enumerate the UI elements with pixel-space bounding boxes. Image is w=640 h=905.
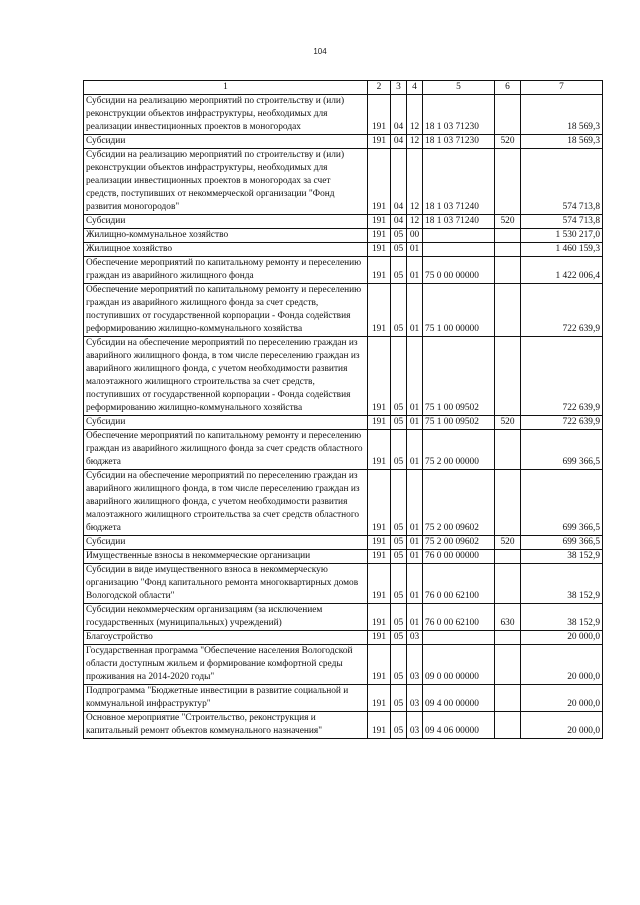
row-code-cell: 191 (368, 430, 391, 470)
row-amount-cell: 574 713,8 (521, 215, 603, 229)
row-expense-type-cell (495, 712, 521, 739)
row-name-cell: Жилищное хозяйство (84, 243, 368, 257)
header-cell: 4 (407, 81, 423, 95)
row-subsection-cell: 01 (407, 257, 423, 284)
table-row (84, 135, 603, 149)
row-code-cell: 191 (368, 229, 391, 243)
row-subsection-cell: 01 (407, 564, 423, 604)
row-section-cell: 05 (391, 470, 407, 536)
row-expense-type-cell: 520 (495, 536, 521, 550)
row-subsection-cell: 00 (407, 229, 423, 243)
row-name-cell: Обеспечение мероприятий по капитальному ремонту и переселению граждан из аварийного жилищного фонда за счет средств, поступивших от государственной корпорации - Фонда содействия реформированию жилищно-коммунального хозяйства (84, 284, 368, 337)
row-amount-cell: 38 152,9 (521, 564, 603, 604)
table-row (84, 337, 603, 416)
row-code-cell: 191 (368, 645, 391, 685)
row-target-article-cell: 18 1 03 71230 (423, 95, 495, 135)
row-subsection-cell: 12 (407, 149, 423, 215)
table-row (84, 564, 603, 604)
row-amount-cell: 18 569,3 (521, 135, 603, 149)
header-cell: 2 (368, 81, 391, 95)
row-target-article-cell (423, 229, 495, 243)
row-code-cell: 191 (368, 631, 391, 645)
row-target-article-cell: 75 1 00 09502 (423, 337, 495, 416)
row-amount-cell: 722 639,9 (521, 416, 603, 430)
row-name-cell: Основное мероприятие "Строительство, реконструкция и капитальный ремонт объектов коммунального назначения" (84, 712, 368, 739)
row-target-article-cell: 75 2 00 00000 (423, 430, 495, 470)
row-section-cell: 05 (391, 604, 407, 631)
row-expense-type-cell (495, 645, 521, 685)
row-amount-cell: 722 639,9 (521, 284, 603, 337)
row-target-article-cell: 75 0 00 00000 (423, 257, 495, 284)
row-amount-cell: 20 000,0 (521, 631, 603, 645)
row-code-cell: 191 (368, 712, 391, 739)
row-subsection-cell: 01 (407, 604, 423, 631)
table-row (84, 604, 603, 631)
row-code-cell: 191 (368, 536, 391, 550)
row-section-cell: 05 (391, 257, 407, 284)
table-row (84, 149, 603, 215)
row-code-cell: 191 (368, 284, 391, 337)
row-subsection-cell: 01 (407, 470, 423, 536)
row-section-cell: 05 (391, 685, 407, 712)
table-row (84, 631, 603, 645)
row-section-cell: 05 (391, 631, 407, 645)
row-target-article-cell: 75 2 00 09602 (423, 536, 495, 550)
row-amount-cell: 1 530 217,0 (521, 229, 603, 243)
row-name-cell: Субсидии (84, 416, 368, 430)
row-code-cell: 191 (368, 337, 391, 416)
row-amount-cell: 38 152,9 (521, 604, 603, 631)
row-target-article-cell: 76 0 00 62100 (423, 604, 495, 631)
page-number: 104 (313, 47, 327, 56)
header-cell: 6 (495, 81, 521, 95)
row-section-cell: 04 (391, 215, 407, 229)
row-subsection-cell: 01 (407, 550, 423, 564)
table-row (84, 712, 603, 739)
row-subsection-cell: 12 (407, 215, 423, 229)
row-expense-type-cell (495, 243, 521, 257)
row-amount-cell: 574 713,8 (521, 149, 603, 215)
row-target-article-cell: 09 4 06 00000 (423, 712, 495, 739)
row-code-cell: 191 (368, 604, 391, 631)
row-target-article-cell: 09 0 00 00000 (423, 645, 495, 685)
row-subsection-cell: 01 (407, 416, 423, 430)
table-row (84, 645, 603, 685)
row-amount-cell: 38 152,9 (521, 550, 603, 564)
row-amount-cell: 20 000,0 (521, 712, 603, 739)
row-name-cell: Субсидии (84, 536, 368, 550)
row-target-article-cell: 09 4 00 00000 (423, 685, 495, 712)
row-name-cell: Государственная программа "Обеспечение населения Вологодской области доступным жильем и формирование комфортной среды проживания на 2014-2020 годы" (84, 645, 368, 685)
header-cell: 7 (521, 81, 603, 95)
table-row (84, 416, 603, 430)
row-section-cell: 04 (391, 149, 407, 215)
row-name-cell: Субсидии на обеспечение мероприятий по переселению граждан из аварийного жилищного фонда, в том числе переселению граждан из аварийного жилищного фонда, с учетом необходимости развития малоэтажного жилищного строительства за счет средств областного бюджета (84, 470, 368, 536)
row-expense-type-cell: 520 (495, 416, 521, 430)
table-row (84, 536, 603, 550)
row-amount-cell: 20 000,0 (521, 685, 603, 712)
table-row (84, 284, 603, 337)
row-subsection-cell: 03 (407, 685, 423, 712)
header-cell: 3 (391, 81, 407, 95)
row-expense-type-cell (495, 257, 521, 284)
row-code-cell: 191 (368, 257, 391, 284)
row-name-cell: Жилищно-коммунальное хозяйство (84, 229, 368, 243)
row-subsection-cell: 03 (407, 712, 423, 739)
row-expense-type-cell (495, 284, 521, 337)
table-row (84, 470, 603, 536)
row-name-cell: Субсидии на реализацию мероприятий по строительству и (или) реконструкции объектов инфраструктуры, необходимых для реализации инвестиционных проектов в моногородах за счет средств, поступивших от некоммерческой организации "Фонд развития моногородов" (84, 149, 368, 215)
row-section-cell: 05 (391, 229, 407, 243)
row-name-cell: Субсидии в виде имущественного взноса в некоммерческую организацию "Фонд капитального ремонта многоквартирных домов Вологодской области" (84, 564, 368, 604)
row-amount-cell: 722 639,9 (521, 337, 603, 416)
row-expense-type-cell (495, 229, 521, 243)
table-row (84, 550, 603, 564)
row-section-cell: 05 (391, 337, 407, 416)
row-expense-type-cell (495, 430, 521, 470)
row-expense-type-cell: 520 (495, 135, 521, 149)
budget-table (83, 80, 603, 739)
row-section-cell: 05 (391, 536, 407, 550)
row-target-article-cell: 75 1 00 09502 (423, 416, 495, 430)
row-amount-cell: 699 366,5 (521, 470, 603, 536)
row-name-cell: Субсидии на обеспечение мероприятий по переселению граждан из аварийного жилищного фонда, в том числе переселению граждан из аварийного жилищного фонда, с учетом необходимости развития малоэтажного жилищного строительства за счет средств, поступивших от государственной корпорации - Фонда содействия реформированию жилищно-коммунального хозяйства (84, 337, 368, 416)
row-section-cell: 05 (391, 243, 407, 257)
row-target-article-cell (423, 631, 495, 645)
row-target-article-cell (423, 243, 495, 257)
row-section-cell: 05 (391, 416, 407, 430)
row-expense-type-cell (495, 337, 521, 416)
row-code-cell: 191 (368, 149, 391, 215)
row-section-cell: 05 (391, 564, 407, 604)
row-code-cell: 191 (368, 685, 391, 712)
row-target-article-cell: 18 1 03 71240 (423, 149, 495, 215)
row-amount-cell: 18 569,3 (521, 95, 603, 135)
row-section-cell: 05 (391, 284, 407, 337)
table-row (84, 215, 603, 229)
header-cell: 5 (423, 81, 495, 95)
row-code-cell: 191 (368, 416, 391, 430)
row-section-cell: 04 (391, 95, 407, 135)
row-name-cell: Имущественные взносы в некоммерческие организации (84, 550, 368, 564)
row-name-cell: Субсидии (84, 135, 368, 149)
row-target-article-cell: 18 1 03 71240 (423, 215, 495, 229)
row-target-article-cell: 75 2 00 09602 (423, 470, 495, 536)
header-row (84, 81, 603, 95)
row-code-cell: 191 (368, 95, 391, 135)
row-code-cell: 191 (368, 215, 391, 229)
row-expense-type-cell (495, 95, 521, 135)
row-code-cell: 191 (368, 135, 391, 149)
row-section-cell: 05 (391, 430, 407, 470)
row-code-cell: 191 (368, 243, 391, 257)
row-code-cell: 191 (368, 550, 391, 564)
header-cell: 1 (84, 81, 368, 95)
row-amount-cell: 699 366,5 (521, 536, 603, 550)
row-section-cell: 04 (391, 135, 407, 149)
row-name-cell: Субсидии на реализацию мероприятий по строительству и (или) реконструкции объектов инфраструктуры, необходимых для реализации инвестиционных проектов в моногородах (84, 95, 368, 135)
row-expense-type-cell: 520 (495, 215, 521, 229)
row-expense-type-cell (495, 685, 521, 712)
row-target-article-cell: 18 1 03 71230 (423, 135, 495, 149)
row-target-article-cell: 76 0 00 62100 (423, 564, 495, 604)
row-name-cell: Субсидии некоммерческим организациям (за исключением государственных (муниципальных) учреждений) (84, 604, 368, 631)
row-subsection-cell: 12 (407, 95, 423, 135)
row-name-cell: Благоустройство (84, 631, 368, 645)
row-amount-cell: 699 366,5 (521, 430, 603, 470)
row-subsection-cell: 01 (407, 284, 423, 337)
table-row (84, 430, 603, 470)
row-expense-type-cell (495, 149, 521, 215)
row-name-cell: Подпрограмма "Бюджетные инвестиции в развитие социальной и коммунальной инфраструктур" (84, 685, 368, 712)
row-subsection-cell: 03 (407, 631, 423, 645)
row-amount-cell: 1 460 159,3 (521, 243, 603, 257)
row-name-cell: Субсидии (84, 215, 368, 229)
row-subsection-cell: 01 (407, 243, 423, 257)
table-row (84, 243, 603, 257)
row-section-cell: 05 (391, 550, 407, 564)
row-code-cell: 191 (368, 470, 391, 536)
row-expense-type-cell: 630 (495, 604, 521, 631)
row-amount-cell: 20 000,0 (521, 645, 603, 685)
row-subsection-cell: 01 (407, 337, 423, 416)
table-row (84, 95, 603, 135)
row-subsection-cell: 01 (407, 536, 423, 550)
row-target-article-cell: 76 0 00 00000 (423, 550, 495, 564)
table-row (84, 229, 603, 243)
row-code-cell: 191 (368, 564, 391, 604)
row-target-article-cell: 75 1 00 00000 (423, 284, 495, 337)
row-name-cell: Обеспечение мероприятий по капитальному ремонту и переселению граждан из аварийного жилищного фонда за счет средств областного бюджета (84, 430, 368, 470)
row-expense-type-cell (495, 550, 521, 564)
table-row (84, 685, 603, 712)
row-section-cell: 05 (391, 645, 407, 685)
row-name-cell: Обеспечение мероприятий по капитальному ремонту и переселению граждан из аварийного жилищного фонда (84, 257, 368, 284)
row-expense-type-cell (495, 631, 521, 645)
row-amount-cell: 1 422 006,4 (521, 257, 603, 284)
row-section-cell: 05 (391, 712, 407, 739)
table-row (84, 257, 603, 284)
row-subsection-cell: 01 (407, 430, 423, 470)
row-subsection-cell: 03 (407, 645, 423, 685)
row-expense-type-cell (495, 470, 521, 536)
row-expense-type-cell (495, 564, 521, 604)
row-subsection-cell: 12 (407, 135, 423, 149)
